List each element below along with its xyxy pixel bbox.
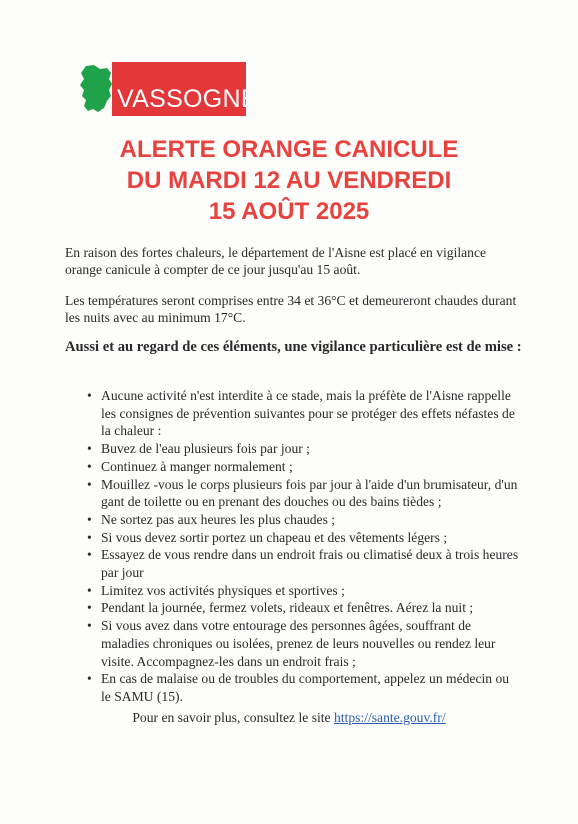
footer-text: Pour en savoir plus, consultez le site xyxy=(132,710,334,725)
bullet-icon: • xyxy=(87,671,92,687)
list-item: • En cas de malaise ou de troubles du comportement, appelez un médecin ou le SAMU (15). xyxy=(87,671,510,704)
prevention-list xyxy=(87,387,521,706)
list-item: • Continuez à manger normalement ; xyxy=(87,458,293,474)
title-line-3: 15 AOÛT 2025 xyxy=(208,198,370,225)
list-item: • Si vous avez dans votre entourage des personnes âgées, souffrant de maladies chroniques ou isolées, prenez de leurs nouvelles ou rendez leur visite. Accompagnez-les dans un endroit frais ; xyxy=(87,618,496,669)
list-item: • Buvez de l'eau plusieurs fois par jour ; xyxy=(87,441,310,457)
logo-text: VASSOGNE xyxy=(117,85,258,113)
footer-line xyxy=(0,709,578,726)
department-map-icon xyxy=(76,64,116,114)
bullet-icon: • xyxy=(87,600,92,616)
bullet-icon: • xyxy=(87,529,92,545)
list-item: • Si vous devez sortir portez un chapeau et des vêtements légers ; xyxy=(87,529,448,545)
intro-paragraph: En raison des fortes chaleurs, le département de l'Aisne est placé en vigilance orange canicule à compter de ce jour jusqu'au 15 août. xyxy=(65,245,487,277)
list-item: • Limitez vos activités physiques et sportives ; xyxy=(87,582,345,598)
bullet-icon: • xyxy=(87,582,92,598)
bullet-icon: • xyxy=(87,388,92,403)
bullet-icon: • xyxy=(87,618,92,634)
bullet-icon: • xyxy=(87,511,92,527)
alert-title xyxy=(0,134,578,227)
list-item: • Essayez de vous rendre dans un endroit frais ou climatisé deux à trois heures par jour xyxy=(87,547,519,581)
bullet-icon: • xyxy=(87,441,92,457)
title-line-1: ALERTE ORANGE CANICULE xyxy=(119,136,459,163)
list-item: • Aucune activité n'est interdite à ce stade, mais la préfète de l'Aisne rappelle les consignes de prévention suivantes pour se protéger des effets néfastes de la chaleur : xyxy=(87,388,515,439)
title-line-2: DU MARDI 12 AU VENDREDI xyxy=(126,167,452,194)
list-item: • Ne sortez pas aux heures les plus chaudes ; xyxy=(87,511,336,527)
temperatures-paragraph: Les températures seront comprises entre 34 et 36°C et demeureront chaudes durant les nuits avec au minimum 17°C. xyxy=(65,293,517,325)
sante-link[interactable]: https://sante.gouv.fr/ xyxy=(333,710,446,725)
bullet-icon: • xyxy=(87,476,92,492)
bullet-icon: • xyxy=(87,458,92,474)
list-item: • Pendant la journée, fermez volets, rideaux et fenêtres. Aérez la nuit ; xyxy=(87,600,474,616)
bullet-icon: • xyxy=(87,547,92,563)
vigilance-heading: Aussi et au regard de ces éléments, une vigilance particulière est de mise : xyxy=(65,339,522,355)
list-item: • Mouillez -vous le corps plusieurs fois par jour à l'aide d'un brumisateur, d'un gant de toilette ou en prenant des douches ou des bains tièdes ; xyxy=(87,476,518,510)
